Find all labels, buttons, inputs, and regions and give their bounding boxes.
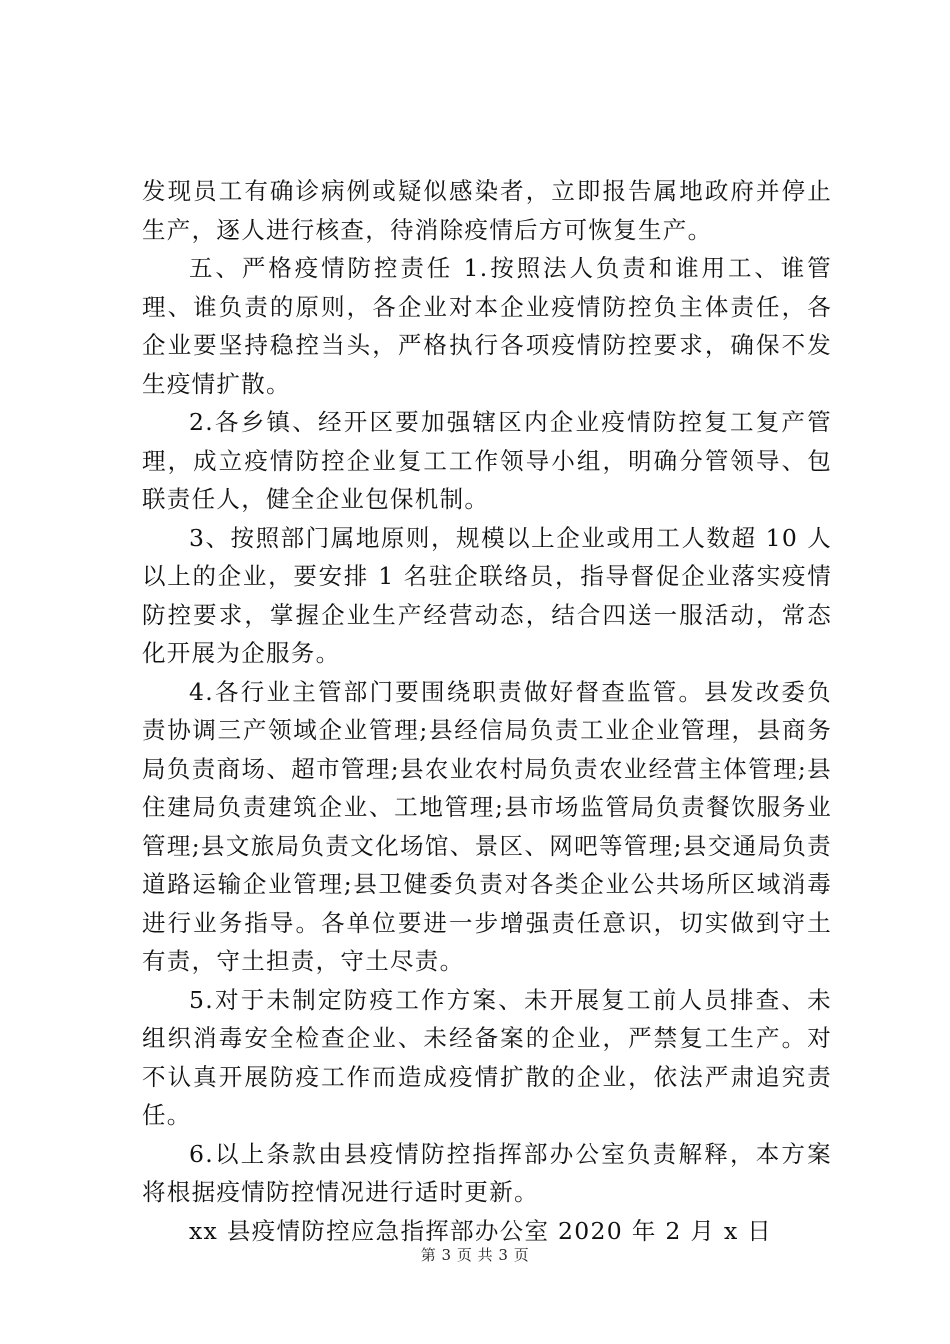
- paragraph-item-2: 2.各乡镇、经开区要加强辖区内企业疫情防控复工复产管理，成立疫情防控企业复工工作领导小组，明确分管领导、包联责任人，健全企业包保机制。: [142, 408, 832, 513]
- page-number-footer: 第 3 页 共 3 页: [420, 1246, 530, 1264]
- signature-date-line: xx 县疫情防控应急指挥部办公室 2020 年 2 月 x 日: [189, 1216, 773, 1245]
- paragraph-item-4: 4.各行业主管部门要围绕职责做好督查监管。县发改委负责协调三产领域企业管理;县经信局负责工业企业管理，县商务局负责商场、超市管理;县农业农村局负责农业经营主体管理;县住建局负责建筑企业、工地管理;县市场监管局负责餐饮服务业管理;县文旅局负责文化场馆、景区、网吧等管理;县交通局负责道路运输企业管理;县卫健委负责对各类企业公共场所区域消毒进行业务指导。各单位要进一步增强责任意识，切实做到守土有责，守土担责，守土尽责。: [142, 677, 832, 975]
- paragraph-item-3: 3、按照部门属地原则，规模以上企业或用工人数超 10 人以上的企业，要安排 1 名驻企联络员，指导督促企业落实疫情防控要求，掌握企业生产经营动态，结合四送一服活动，常态化开展为企服务。: [142, 523, 832, 667]
- document-body: [142, 172, 832, 1250]
- paragraph-continuation: 发现员工有确诊病例或疑似感染者，立即报告属地政府并停止生产，逐人进行核查，待消除疫情后方可恢复生产。: [142, 177, 832, 244]
- paragraph-item-5: 5.对于未制定防疫工作方案、未开展复工前人员排查、未组织消毒安全检查企业、未经备案的企业，严禁复工生产。对不认真开展防疫工作而造成疫情扩散的企业，依法严肃追究责任。: [142, 985, 832, 1129]
- paragraph-item-6: 6.以上条款由县疫情防控指挥部办公室负责解释，本方案将根据疫情防控情况进行适时更新。: [142, 1139, 832, 1206]
- paragraph-section-five: 五、严格疫情防控责任 1.按照法人负责和谁用工、谁管理、谁负责的原则，各企业对本企业疫情防控负主体责任，各企业要坚持稳控当头，严格执行各项疫情防控要求，确保不发生疫情扩散。: [142, 254, 832, 398]
